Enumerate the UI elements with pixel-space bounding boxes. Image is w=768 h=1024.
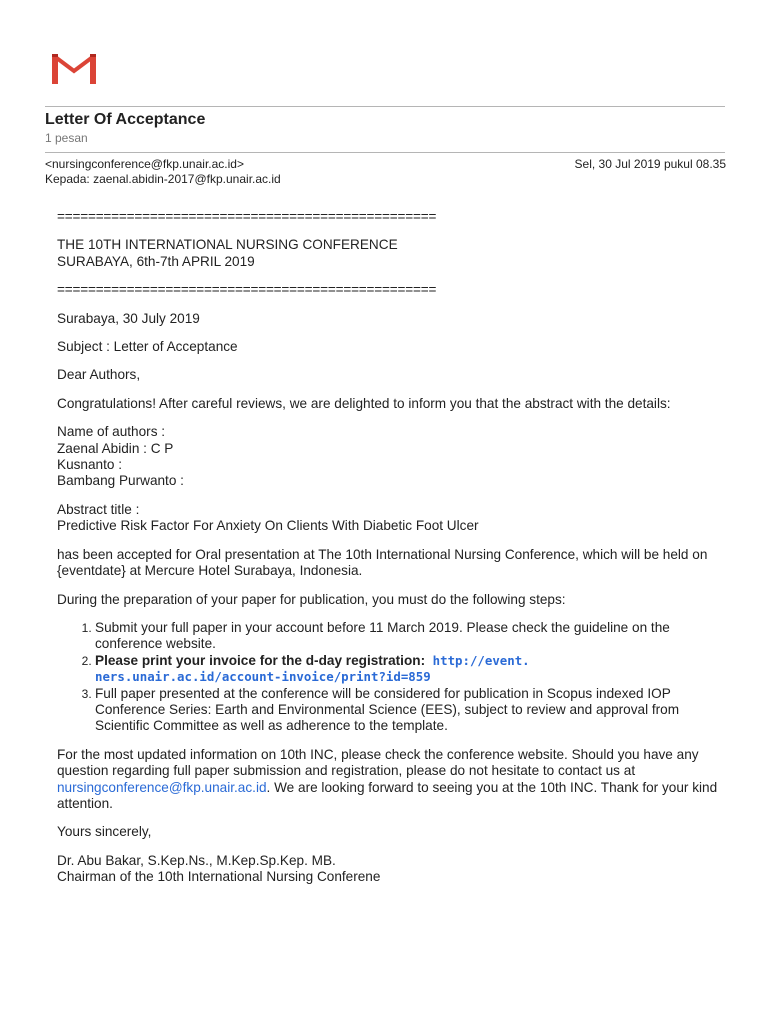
separator-top: ================================================= [57,209,437,224]
step-2-label: Please print your invoice for the d-day registration: [95,652,426,668]
invoice-link-part2: ners.unair.ac.id/account-invoice/print?id=859 [95,669,431,685]
closing-text-2: . We are looking forward to seeing you at the 10th INC. Thank for your kind attention. [57,779,718,811]
sign-off: Yours sincerely, [57,824,152,840]
separator-bottom: ================================================= [57,282,437,298]
message-body [57,209,722,898]
recipient-label: Kepada: [45,172,90,186]
recipient-address[interactable]: zaenal.abidin-2017@fkp.unair.ac.id [93,172,281,186]
signer-name: Dr. Abu Bakar, S.Kep.Ns., M.Kep.Sp.Kep. MB. [57,852,336,868]
acceptance-paragraph: has been accepted for Oral presentation at The 10th International Nursing Conference, which will be held on {eventdate} at Mercure Hotel Surabaya, Indonesia. [57,546,708,579]
author-3: Bambang Purwanto : [57,473,184,489]
signature-block [57,853,722,886]
abstract-label: Abstract title : [57,501,140,517]
header-divider [45,106,725,107]
signer-title: Chairman of the 10th International Nursing Conferene [57,869,381,885]
step-1: 1. Submit your full paper in your account before 11 March 2019. Please check the guideline on the conference website. [95,620,722,653]
closing-paragraph [57,747,722,813]
steps-intro: During the preparation of your paper for publication, you must do the following steps: [57,591,566,607]
closing-text-1: For the most updated information on 10th INC, please check the conference website. Should you have any question regarding full paper submission and registration, please do not hesitate to contact us at [57,746,699,779]
author-2: Kusnanto : [57,457,122,473]
recipient-line [45,172,281,186]
message-date: Sel, 30 Jul 2019 pukul 08.35 [574,157,726,171]
salutation: Dear Authors, [57,367,141,383]
step-2 [95,653,722,686]
gmail-logo [52,54,96,84]
thread-subject: Letter Of Acceptance [45,111,206,128]
abstract-block [57,502,722,535]
thread-divider [45,152,725,153]
letter-header-line2: SURABAYA, 6th-7th APRIL 2019 [57,253,255,269]
message-count: 1 pesan [45,131,88,145]
place-date: Surabaya, 30 July 2019 [57,310,200,326]
contact-email-link[interactable]: nursingconference@fkp.unair.ac.id [57,779,267,795]
abstract-title: Predictive Risk Factor For Anxiety On Clients With Diabetic Foot Ulcer [57,518,479,534]
step-3: 3. Full paper presented at the conference will be considered for publication in Scopus indexed IOP Conference Series: Earth and Environmental Science (EES), subject to review and approval from Scientific Committee as well as adherence to the template. [95,686,722,735]
authors-block [57,424,722,490]
letter-header-line1: THE 10TH INTERNATIONAL NURSING CONFERENCE [57,237,398,253]
invoice-link-part1: http://event. [432,652,530,668]
letter-header [57,237,722,270]
letter-subject: Subject : Letter of Acceptance [57,339,238,355]
sender-address[interactable]: <nursingconference@fkp.unair.ac.id> [45,157,244,171]
steps-list [57,620,722,735]
author-1: Zaenal Abidin : C P [57,440,174,456]
intro-paragraph: Congratulations! After careful reviews, we are delighted to inform you that the abstract with the details: [57,395,671,411]
authors-label: Name of authors : [57,424,166,440]
